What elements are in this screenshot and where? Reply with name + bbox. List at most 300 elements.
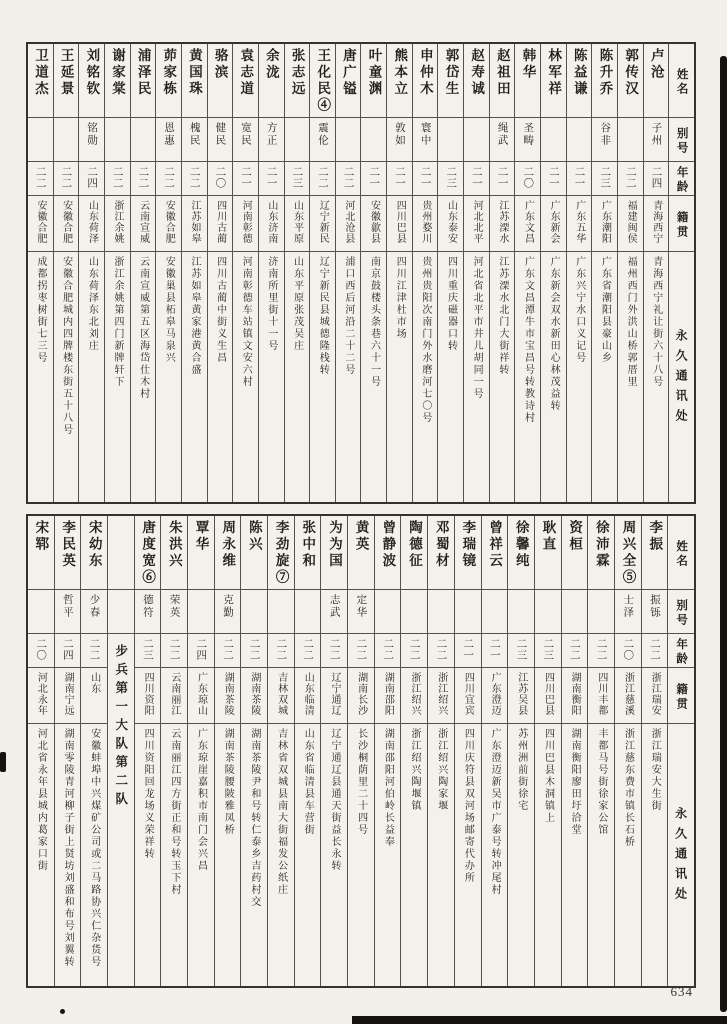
- address-cell: [348, 724, 374, 986]
- native-place-cell: [321, 668, 347, 724]
- entry-alias: 少春: [88, 594, 100, 619]
- alias-cell: [28, 118, 53, 162]
- entry-address: 浙江绍兴陶家堰: [435, 728, 447, 812]
- name-cell: [455, 516, 481, 590]
- age-cell: [259, 162, 284, 196]
- entry-name: 唐广镒: [340, 48, 356, 98]
- name-cell: [464, 44, 489, 118]
- entry-name: 徐馨纯: [513, 520, 529, 570]
- name-cell: [55, 516, 81, 590]
- age-cell: [161, 634, 187, 668]
- native-place-cell: [348, 668, 374, 724]
- entry-name: 周永维: [220, 520, 236, 570]
- entry-native-place: 山东荷泽: [86, 200, 98, 244]
- native-place-cell: [535, 668, 561, 724]
- address-cell: [208, 252, 233, 502]
- age-cell: [131, 162, 156, 196]
- name-cell: [81, 516, 107, 590]
- name-cell: [285, 44, 310, 118]
- empty-alias-cell: [108, 590, 134, 634]
- entry-native-place: 江苏吴县: [515, 672, 527, 716]
- entry-name: 卢沧: [648, 48, 664, 81]
- alias-cell: [54, 118, 79, 162]
- entry-age: 二一: [488, 638, 500, 661]
- name-cell: [615, 516, 641, 590]
- native-place-cell: [310, 196, 335, 252]
- entry-native-place: 山东: [88, 672, 100, 694]
- entry-address: 吉林省双城县南大街福发公纸庄: [275, 728, 287, 896]
- entry-age: 二三: [445, 166, 457, 189]
- name-cell: [387, 44, 412, 118]
- entry-age: 二二: [382, 638, 394, 661]
- age-cell: [508, 634, 534, 668]
- address-cell: [482, 724, 508, 986]
- directory-entry-column: [267, 516, 294, 986]
- entry-native-place: 江苏溧水: [496, 200, 508, 244]
- entry-alias: 绳武: [496, 122, 508, 147]
- entry-native-place: 湖南茶陵: [222, 672, 234, 716]
- age-cell: [464, 162, 489, 196]
- address-cell: [438, 252, 463, 502]
- header-address-cell: [669, 252, 694, 502]
- entry-name: 浦泽民: [135, 48, 151, 98]
- alias-cell: [285, 118, 310, 162]
- entry-address: 云南丽江四方街正和号转玉下村: [168, 728, 180, 896]
- entry-name: 李瑞镜: [460, 520, 476, 570]
- alias-cell: [215, 590, 241, 634]
- entry-age: 二二: [595, 638, 607, 661]
- age-cell: [644, 162, 669, 196]
- name-cell: [28, 44, 53, 118]
- directory-entry-column: [284, 44, 310, 502]
- entry-alias: 铭勋: [86, 122, 98, 147]
- directory-entry-column: [232, 44, 258, 502]
- header-alias-cell: [668, 590, 694, 634]
- native-place-cell: [413, 196, 438, 252]
- directory-entry-column: [181, 44, 207, 502]
- entry-age: 二二: [137, 166, 149, 189]
- entry-native-place: 贵州婺川: [419, 200, 431, 244]
- address-cell: [241, 724, 267, 986]
- entry-address: 苏州洲前街徐宅: [515, 728, 527, 812]
- entry-native-place: 湖南宁远: [62, 672, 74, 716]
- entry-age: 二一: [470, 166, 482, 189]
- address-cell: [156, 252, 181, 502]
- entry-address: 湖南零陵青河柳子街上贤坊刘盛和布号刘翼转: [62, 728, 74, 968]
- directory-entry-column: [463, 44, 489, 502]
- directory-entry-column: [258, 44, 284, 502]
- entry-native-place: 浙江瑞安: [649, 672, 661, 716]
- alias-cell: [615, 590, 641, 634]
- age-cell: [428, 634, 454, 668]
- entry-native-place: 浙江绍兴: [409, 672, 421, 716]
- alias-cell: [361, 118, 386, 162]
- entry-name: 宋幼东: [86, 520, 102, 570]
- name-cell: [321, 516, 347, 590]
- entry-native-place: 辽宁新民: [317, 200, 329, 244]
- age-cell: [28, 634, 54, 668]
- native-place-cell: [188, 668, 214, 724]
- entry-native-place: 浙江绍兴: [435, 672, 447, 716]
- alias-cell: [348, 590, 374, 634]
- native-place-cell: [490, 196, 515, 252]
- entry-age: 二四: [195, 638, 207, 661]
- address-cell: [135, 724, 161, 986]
- directory-entry-column: [540, 44, 566, 502]
- address-cell: [375, 724, 401, 986]
- address-cell: [567, 252, 592, 502]
- entry-alias: 方正: [265, 122, 277, 147]
- empty-name-cell: [108, 516, 134, 590]
- entry-name: 余泷: [263, 48, 279, 81]
- age-cell: [54, 162, 79, 196]
- directory-entry-column: [374, 516, 401, 986]
- alias-cell: [401, 590, 427, 634]
- age-cell: [81, 634, 107, 668]
- entry-address: 丰都马号街徐家公馆: [595, 728, 607, 836]
- entry-name: 张志远: [289, 48, 305, 98]
- entry-address: 湖南邵阳河伯岭长益奉: [382, 728, 394, 848]
- entry-name: 李劲旋⑦: [273, 520, 289, 586]
- address-cell: [644, 252, 669, 502]
- entry-age: 二一: [462, 638, 474, 661]
- alias-cell: [321, 590, 347, 634]
- entry-age: 二〇: [522, 166, 534, 189]
- entry-native-place: 湖南长沙: [355, 672, 367, 716]
- entry-name: 骆滨: [212, 48, 228, 81]
- age-cell: [348, 634, 374, 668]
- entry-name: 徐沛霖: [593, 520, 609, 570]
- entry-age: 二二: [60, 166, 72, 189]
- entry-age: 二〇: [622, 638, 634, 661]
- entry-native-place: 广东新会: [548, 200, 560, 244]
- entry-name: 王化民④: [315, 48, 331, 114]
- entry-alias: 荣英: [168, 594, 180, 619]
- address-cell: [428, 724, 454, 986]
- header-native-label: 籍贯: [675, 683, 688, 712]
- native-place-cell: [208, 196, 233, 252]
- age-cell: [336, 162, 361, 196]
- address-cell: [588, 724, 614, 986]
- directory-entry-column: [617, 44, 643, 502]
- scan-artifact-left-speck: [0, 752, 6, 772]
- address-cell: [618, 252, 643, 502]
- native-place-cell: [541, 196, 566, 252]
- name-cell: [438, 44, 463, 118]
- entry-address: 福州西门外洪山桥郭厝里: [625, 256, 637, 388]
- address-cell: [79, 252, 104, 502]
- entry-address: 四川古蔺中街义生昌: [214, 256, 226, 364]
- entry-address: 青海西宁礼让街六十八号: [650, 256, 662, 388]
- address-cell: [310, 252, 335, 502]
- entry-alias: 恩惠: [163, 122, 175, 147]
- entry-name: 茆家栋: [161, 48, 177, 98]
- name-cell: [618, 44, 643, 118]
- directory-entry-column: [78, 44, 104, 502]
- entry-native-place: 广东澄迈: [489, 672, 501, 716]
- name-cell: [215, 516, 241, 590]
- name-cell: [541, 44, 566, 118]
- entry-address: 山东平原张茂吴庄: [291, 256, 303, 352]
- name-cell: [156, 44, 181, 118]
- entry-age: 二一: [573, 166, 585, 189]
- entry-name: 陈益谦: [571, 48, 587, 98]
- directory-entry-column: [309, 44, 335, 502]
- native-place-cell: [515, 196, 540, 252]
- age-cell: [156, 162, 181, 196]
- native-place-cell: [567, 196, 592, 252]
- address-cell: [615, 724, 641, 986]
- entry-age: 二二: [568, 638, 580, 661]
- entry-native-place: 广东五华: [573, 200, 585, 244]
- native-place-cell: [336, 196, 361, 252]
- directory-entry-column: [240, 516, 267, 986]
- directory-entry-column: [54, 516, 81, 986]
- unit-divider-column: [107, 516, 134, 986]
- address-cell: [464, 252, 489, 502]
- age-cell: [515, 162, 540, 196]
- native-place-cell: [438, 196, 463, 252]
- directory-entry-column: [481, 516, 508, 986]
- table-header-column: [667, 516, 694, 986]
- directory-entry-column: [187, 516, 214, 986]
- age-cell: [541, 162, 566, 196]
- alias-cell: [567, 118, 592, 162]
- name-cell: [131, 44, 156, 118]
- entry-name: 曾祥云: [487, 520, 503, 570]
- native-place-cell: [268, 668, 294, 724]
- alias-cell: [161, 590, 187, 634]
- entry-name: 李振: [647, 520, 663, 553]
- entry-address: 浙江瑞安大生街: [649, 728, 661, 812]
- directory-entry-column: [437, 44, 463, 502]
- address-cell: [321, 724, 347, 986]
- header-alias-label: 别号: [675, 599, 688, 628]
- entry-name: 叶童渊: [366, 48, 382, 98]
- entry-age: 二〇: [35, 638, 47, 661]
- name-cell: [490, 44, 515, 118]
- native-place-cell: [79, 196, 104, 252]
- name-cell: [182, 44, 207, 118]
- entry-name: 黄英: [353, 520, 369, 553]
- entry-age: 二二: [88, 638, 100, 661]
- header-name-cell: [669, 44, 694, 118]
- entry-address: 辽宁新民县城德隆栈转: [317, 256, 329, 376]
- age-cell: [215, 634, 241, 668]
- alias-cell: [208, 118, 233, 162]
- age-cell: [208, 162, 233, 196]
- entry-address: 四川重庆磁器口转: [445, 256, 457, 352]
- directory-entry-column: [80, 516, 107, 986]
- entry-address: 江苏溧水北门大街祥转: [496, 256, 508, 376]
- alias-cell: [592, 118, 617, 162]
- alias-cell: [588, 590, 614, 634]
- header-native-cell: [669, 196, 694, 252]
- directory-entry-column: [386, 44, 412, 502]
- name-cell: [28, 516, 54, 590]
- entry-alias: 槐民: [188, 122, 200, 147]
- entry-age: 二二: [328, 638, 340, 661]
- entry-name: 资桓: [567, 520, 583, 553]
- entry-alias: 克勤: [221, 594, 233, 619]
- directory-entry-column: [614, 516, 641, 986]
- native-place-cell: [241, 668, 267, 724]
- native-place-cell: [285, 196, 310, 252]
- entry-alias: 健民: [214, 122, 226, 147]
- entry-address: 河南彰德车站镇文安六村: [240, 256, 252, 388]
- age-cell: [188, 634, 214, 668]
- entry-native-place: 福建闽侯: [625, 200, 637, 244]
- age-cell: [567, 162, 592, 196]
- entry-address: 四川巴县木洞镇上: [542, 728, 554, 824]
- alias-cell: [295, 590, 321, 634]
- alias-cell: [241, 590, 267, 634]
- native-place-cell: [401, 668, 427, 724]
- entry-native-place: 河北永年: [35, 672, 47, 716]
- scan-artifact-bottom-bar: [352, 1016, 727, 1024]
- header-name-label: 姓名: [675, 540, 688, 569]
- entry-name: 周兴全⑤: [620, 520, 636, 586]
- alias-cell: [55, 590, 81, 634]
- entry-native-place: 四川巴县: [542, 672, 554, 716]
- name-cell: [562, 516, 588, 590]
- entry-alias: 哲平: [61, 594, 73, 619]
- age-cell: [535, 634, 561, 668]
- entry-native-place: 辽宁通辽: [328, 672, 340, 716]
- native-place-cell: [182, 196, 207, 252]
- entry-native-place: 四川丰都: [595, 672, 607, 716]
- native-place-cell: [28, 196, 53, 252]
- name-cell: [413, 44, 438, 118]
- directory-entry-column: [641, 516, 668, 986]
- name-cell: [161, 516, 187, 590]
- directory-entry-column: [160, 516, 187, 986]
- directory-entry-column: [360, 44, 386, 502]
- native-place-cell: [54, 196, 79, 252]
- header-name-cell: [668, 516, 694, 590]
- entry-alias: 德符: [141, 594, 153, 619]
- name-cell: [642, 516, 668, 590]
- entry-address: 广东澄迈新吴市广泰号转冲尾村: [489, 728, 501, 896]
- entry-age: 二一: [368, 166, 380, 189]
- entry-native-place: 云南丽江: [168, 672, 180, 716]
- name-cell: [644, 44, 669, 118]
- name-cell: [79, 44, 104, 118]
- alias-cell: [428, 590, 454, 634]
- entry-age: 二二: [221, 638, 233, 661]
- directory-entry-column: [454, 516, 481, 986]
- directory-entry-column: [566, 44, 592, 502]
- age-cell: [28, 162, 53, 196]
- native-place-cell: [644, 196, 669, 252]
- entry-native-place: 湖南茶陵: [248, 672, 260, 716]
- entry-name: 唐度宽⑥: [140, 520, 156, 586]
- entry-age: 二二: [248, 638, 260, 661]
- entry-name: 覃华: [193, 520, 209, 553]
- page-number: 634: [670, 984, 693, 999]
- entry-name: 为为国: [326, 520, 342, 570]
- age-cell: [592, 162, 617, 196]
- address-cell: [508, 724, 534, 986]
- native-place-cell: [135, 668, 161, 724]
- entry-native-place: 安徽合肥: [35, 200, 47, 244]
- entry-alias: 寰中: [419, 122, 431, 147]
- age-cell: [233, 162, 258, 196]
- unit-label: 步兵第一大队第二队: [113, 644, 128, 811]
- native-place-cell: [508, 668, 534, 724]
- age-cell: [105, 162, 130, 196]
- native-place-cell: [105, 196, 130, 252]
- native-place-cell: [375, 668, 401, 724]
- entry-age: 二三: [599, 166, 611, 189]
- entry-name: 林军祥: [546, 48, 562, 98]
- entry-address: 四川资阳回龙场义荣祥转: [142, 728, 154, 860]
- alias-cell: [387, 118, 412, 162]
- entry-address: 辽宁通辽县通天街益长永转: [328, 728, 340, 872]
- entry-age: 二〇: [214, 166, 226, 189]
- age-cell: [285, 162, 310, 196]
- alias-cell: [375, 590, 401, 634]
- entry-address: 广东新会双水新田心林茂益转: [548, 256, 560, 412]
- directory-entry-column: [534, 516, 561, 986]
- address-cell: [105, 252, 130, 502]
- age-cell: [268, 634, 294, 668]
- entry-age: 二二: [342, 166, 354, 189]
- entry-name: 郭岱生: [443, 48, 459, 98]
- native-place-cell: [161, 668, 187, 724]
- address-cell: [161, 724, 187, 986]
- entry-address: 山东省临清县车营街: [302, 728, 314, 836]
- entry-address: 湖南衡阳廖田圩洽堂: [569, 728, 581, 836]
- alias-cell: [268, 590, 294, 634]
- age-cell: [361, 162, 386, 196]
- name-cell: [588, 516, 614, 590]
- entry-name: 王延景: [58, 48, 74, 98]
- entry-age: 二三: [141, 638, 153, 661]
- alias-cell: [233, 118, 258, 162]
- entry-name: 郭传汉: [623, 48, 639, 98]
- native-place-cell: [215, 668, 241, 724]
- entry-native-place: 河北沧县: [342, 200, 354, 244]
- alias-cell: [105, 118, 130, 162]
- entry-native-place: 山东泰安: [445, 200, 457, 244]
- entry-address: 浙江慈东费市镇长石桥: [622, 728, 634, 848]
- entry-address: 贵州贵阳次南门外水磨河七〇号: [419, 256, 431, 424]
- entry-name: 韩华: [520, 48, 536, 81]
- native-place-cell: [233, 196, 258, 252]
- address-cell: [295, 724, 321, 986]
- header-address-label: 永久通讯处: [673, 807, 688, 907]
- entry-address: 广东省潮阳县豪山乡: [599, 256, 611, 364]
- entry-address: 湖南茶陵腰陂雅凤桥: [222, 728, 234, 836]
- entry-name: 宋郓: [33, 520, 49, 553]
- entry-name: 耿直: [540, 520, 556, 553]
- name-cell: [135, 516, 161, 590]
- alias-cell: [438, 118, 463, 162]
- entry-native-place: 四川资阳: [142, 672, 154, 716]
- entry-native-place: 广东琼山: [195, 672, 207, 716]
- address-cell: [490, 252, 515, 502]
- entry-age: 二二: [163, 166, 175, 189]
- age-cell: [321, 634, 347, 668]
- address-cell: [413, 252, 438, 502]
- entry-address: 安徽合肥城内四牌楼东街五十八号: [60, 256, 72, 436]
- age-cell: [375, 634, 401, 668]
- directory-entry-column: [561, 516, 588, 986]
- directory-table-top: [26, 42, 696, 504]
- address-cell: [54, 252, 79, 502]
- entry-alias: 宽民: [240, 122, 252, 147]
